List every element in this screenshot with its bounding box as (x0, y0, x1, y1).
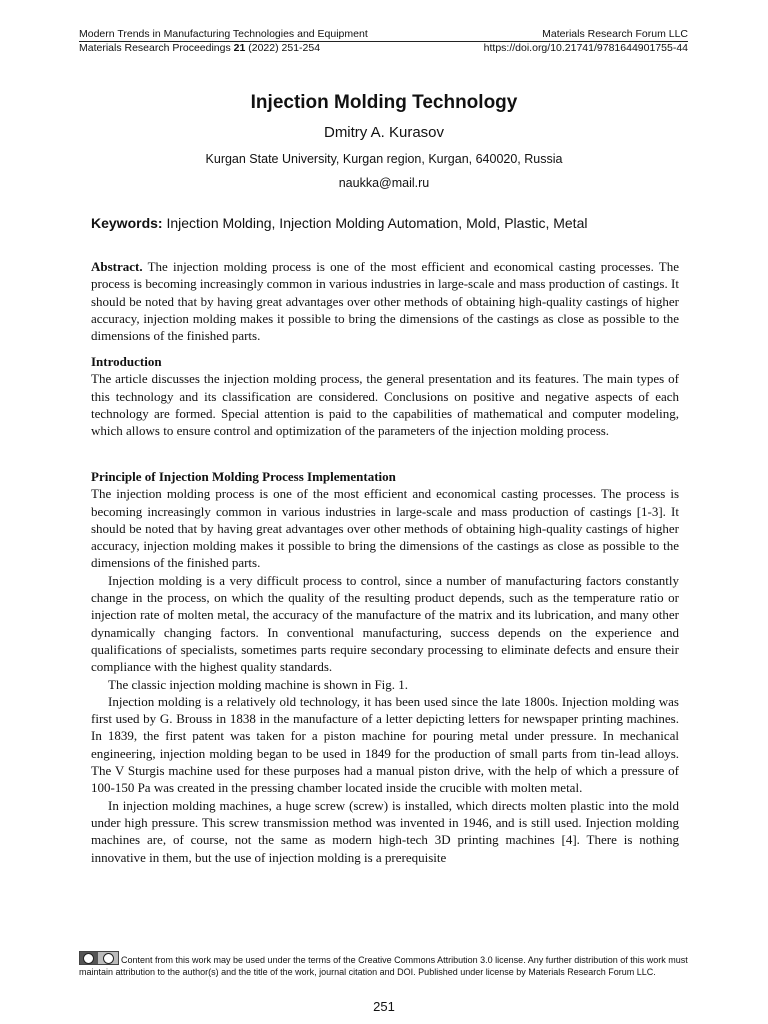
proceedings-volume: 21 (233, 42, 246, 54)
introduction-heading: Introduction (91, 354, 162, 369)
author-name: Dmitry A. Kurasov (323, 124, 445, 141)
conference-name: Modern Trends in Manufacturing Technologies and Equipment (79, 28, 368, 40)
running-header-bottom (79, 42, 688, 54)
keywords (91, 215, 688, 231)
paper-title: Injection Molding Technology (250, 92, 518, 113)
principle-paragraph-3: The classic injection molding machine is shown in Fig. 1. (108, 676, 409, 692)
abstract-label: Abstract. (91, 259, 143, 274)
keywords-label: Keywords: (91, 215, 163, 231)
license-text: Content from this work may be used under the terms of the Creative Commons Attribution 3.0 license. Any further distribution of this work must maintain attribution to the author(s) and the title of the work, journal citation and DOI. Published under license by Materials Research Forum LLC. (79, 955, 688, 977)
cc-by-license-icon[interactable] (79, 951, 119, 965)
abstract-text: The injection molding process is one of the most efficient and economical casting processes. The process is becoming increasingly common in various industries in large-scale and mass production of castings. It should be noted that by having great advantages over other methods of obtaining high-quality castings of higher accuracy, injection molding makes it possible to bring the dimensions of the castings as close as possible to the dimensions of the finished parts. (91, 259, 679, 344)
abstract-section (91, 258, 679, 344)
license-notice (79, 951, 688, 978)
principle-paragraph-4: Injection molding is a relatively old technology, it has been used since the late 1800s. Injection molding was first used by G. Brouss in 1838 in the manufacture of a letter depicting letters for newspaper printing machines. In 1839, the first patent was taken for a piston machine for pouring metal under pressure. In mechanical engineering, injection molding began to be used in 1849 for the production of small parts from tin-lead alloys. The V Sturgis machine used for these purposes had a manual piston drive, with the help of which a pressure of 100-150 Pa was created in the pressing chamber located inside the crucible with molten metal. (91, 693, 679, 796)
page-number: 251 (373, 999, 395, 1014)
introduction-paragraph: The article discusses the injection molding process, the general presentation and its features. The main types of this technology and its classification are considered. Conclusions on positive and negative aspects of each technology are formed. Special attention is paid to the capabilities of mathematical and computer modeling, which allows to ensure control and optimization of the parameters of the injection molding process. (91, 371, 679, 439)
publisher-name: Materials Research Forum LLC (542, 28, 688, 40)
proceedings-suffix: (2022) 251-254 (245, 42, 321, 54)
author-affiliation: Kurgan State University, Kurgan region, Kurgan, 640020, Russia (205, 152, 563, 166)
proceedings-citation (79, 42, 320, 54)
principle-paragraph-1: The injection molding process is one of the most efficient and economical casting processes. The process is becoming increasingly common in various industries in large-scale and mass production of castings [1-3]. It should be noted that by having great advantages over other methods of obtaining high-quality castings of higher accuracy, injection molding makes it possible to bring the dimensions of the castings as close as possible to the dimensions of the finished parts. (91, 486, 679, 571)
introduction-section (91, 353, 679, 439)
principle-section (91, 468, 679, 866)
principle-heading: Principle of Injection Molding Process Implementation (91, 469, 396, 484)
author-email[interactable]: naukka@mail.ru (338, 176, 430, 190)
proceedings-prefix: Materials Research Proceedings (79, 42, 234, 54)
abstract-paragraph (91, 258, 679, 344)
running-header-top (79, 28, 688, 40)
principle-paragraph-5: In injection molding machines, a huge screw (screw) is installed, which directs molten plastic into the mold under high pressure. This screw transmission method was invented in 1946, and is still used. Injection molding machines are, of course, not the same as modern high-tech 3D printing machines [4]. There is nothing innovative in them, but the use of injection molding is a prerequisite (91, 797, 679, 865)
principle-paragraph-2: Injection molding is a very difficult process to control, since a number of manufacturing factors constantly change in the process, on which the quality of the resulting product depends, such as the temperature ratio or injection rate of molten metal, the accuracy of the manufacture of the matrix and its lubrication, and many other dynamically changing factors. In conventional manufacturing, success depends on the experience and qualifications of specialists, sometimes parts require secondary processing to eliminate defects and ensure their compliance with the highest quality standards. (91, 572, 679, 675)
doi-link[interactable]: https://doi.org/10.21741/9781644901755-44 (483, 42, 688, 54)
keywords-text: Injection Molding, Injection Molding Automation, Mold, Plastic, Metal (162, 215, 588, 231)
